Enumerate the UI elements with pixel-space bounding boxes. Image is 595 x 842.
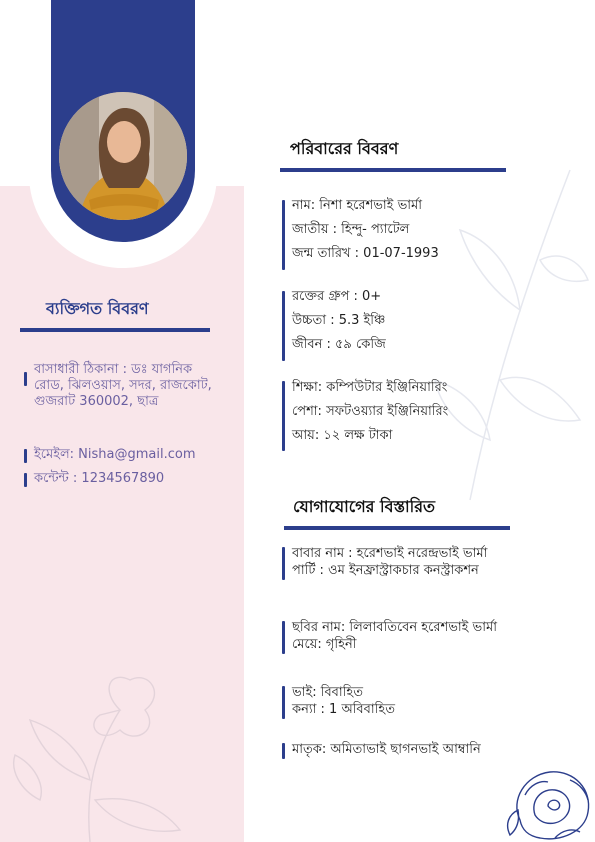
- group-marker: [282, 743, 285, 759]
- father-work-line: পার্টি : ওম ইনফ্রাস্ট্রাকচার কনস্ট্রাকশন: [292, 563, 479, 578]
- item-marker: [24, 449, 27, 463]
- weight-line: জীবন : ৫৯ কেজি: [292, 337, 386, 352]
- dob-line: জন্ম তারিখ : 01-07-1993: [292, 246, 439, 261]
- group-marker: [282, 547, 285, 580]
- occupation-line: পেশা: সফটওয়্যার ইঞ্জিনিয়ারিং: [292, 404, 449, 419]
- group-marker: [282, 200, 285, 270]
- contact-details-heading: যোগাযোগের বিস্তারিত: [293, 497, 436, 516]
- group-marker: [282, 621, 285, 654]
- profile-photo: [59, 92, 187, 220]
- heading-underline: [284, 526, 510, 530]
- family-details-heading: পরিবারের বিবরণ: [290, 139, 399, 158]
- heading-underline: [20, 328, 210, 332]
- heading-underline: [280, 168, 506, 172]
- mother-work-line: মেয়ে: গৃহিনী: [292, 637, 357, 652]
- father-name-line: বাবার নাম : হরেশভাই নরেন্দ্রভাই ভার্মা: [292, 546, 488, 561]
- rose-decoration: [500, 760, 595, 842]
- address-text: বাসাধারী ঠিকানা : ডঃ যাগনিক রোড, ঝিলওয়াস, সদর, রাজকোট, গুজরাট 360002, ছাত্র: [34, 362, 212, 409]
- group-marker: [282, 381, 285, 451]
- blood-group-line: রক্তের গ্রুপ : 0+: [292, 289, 382, 304]
- height-line: উচ্চতা : 5.3 ইঞ্চি: [292, 313, 386, 328]
- education-line: শিক্ষা: কম্পিউটার ইঞ্জিনিয়ারিং: [292, 380, 448, 395]
- name-line: নাম: নিশা হরেশভাই ভার্মা: [292, 198, 423, 213]
- leaf-decoration: [430, 150, 590, 510]
- item-marker: [24, 473, 27, 487]
- group-marker: [282, 686, 285, 719]
- group-marker: [282, 291, 285, 361]
- personal-details-heading: ব্যক্তিগত বিবরণ: [46, 299, 149, 318]
- sister-line: কন্যা : 1 অবিবাহিত: [292, 702, 395, 717]
- caste-line: জাতীয় : হিন্দু- প্যাটেল: [292, 222, 410, 237]
- item-marker: [24, 372, 27, 386]
- maternal-line: মাতৃক: অমিতাভাই ছাগনভাই আম্বানি: [292, 742, 481, 757]
- flower-decoration: [0, 670, 200, 842]
- email-text: ইমেইল: Nisha@gmail.com: [34, 447, 196, 462]
- brother-line: ভাই: বিবাহিত: [292, 685, 363, 700]
- mother-name-line: ছবির নাম: লিলাবতিবেন হরেশভাই ভার্মা: [292, 620, 497, 635]
- contact-text: কন্টেন্ট : 1234567890: [34, 471, 165, 486]
- income-line: আয়: ১২ লক্ষ টাকা: [292, 428, 393, 443]
